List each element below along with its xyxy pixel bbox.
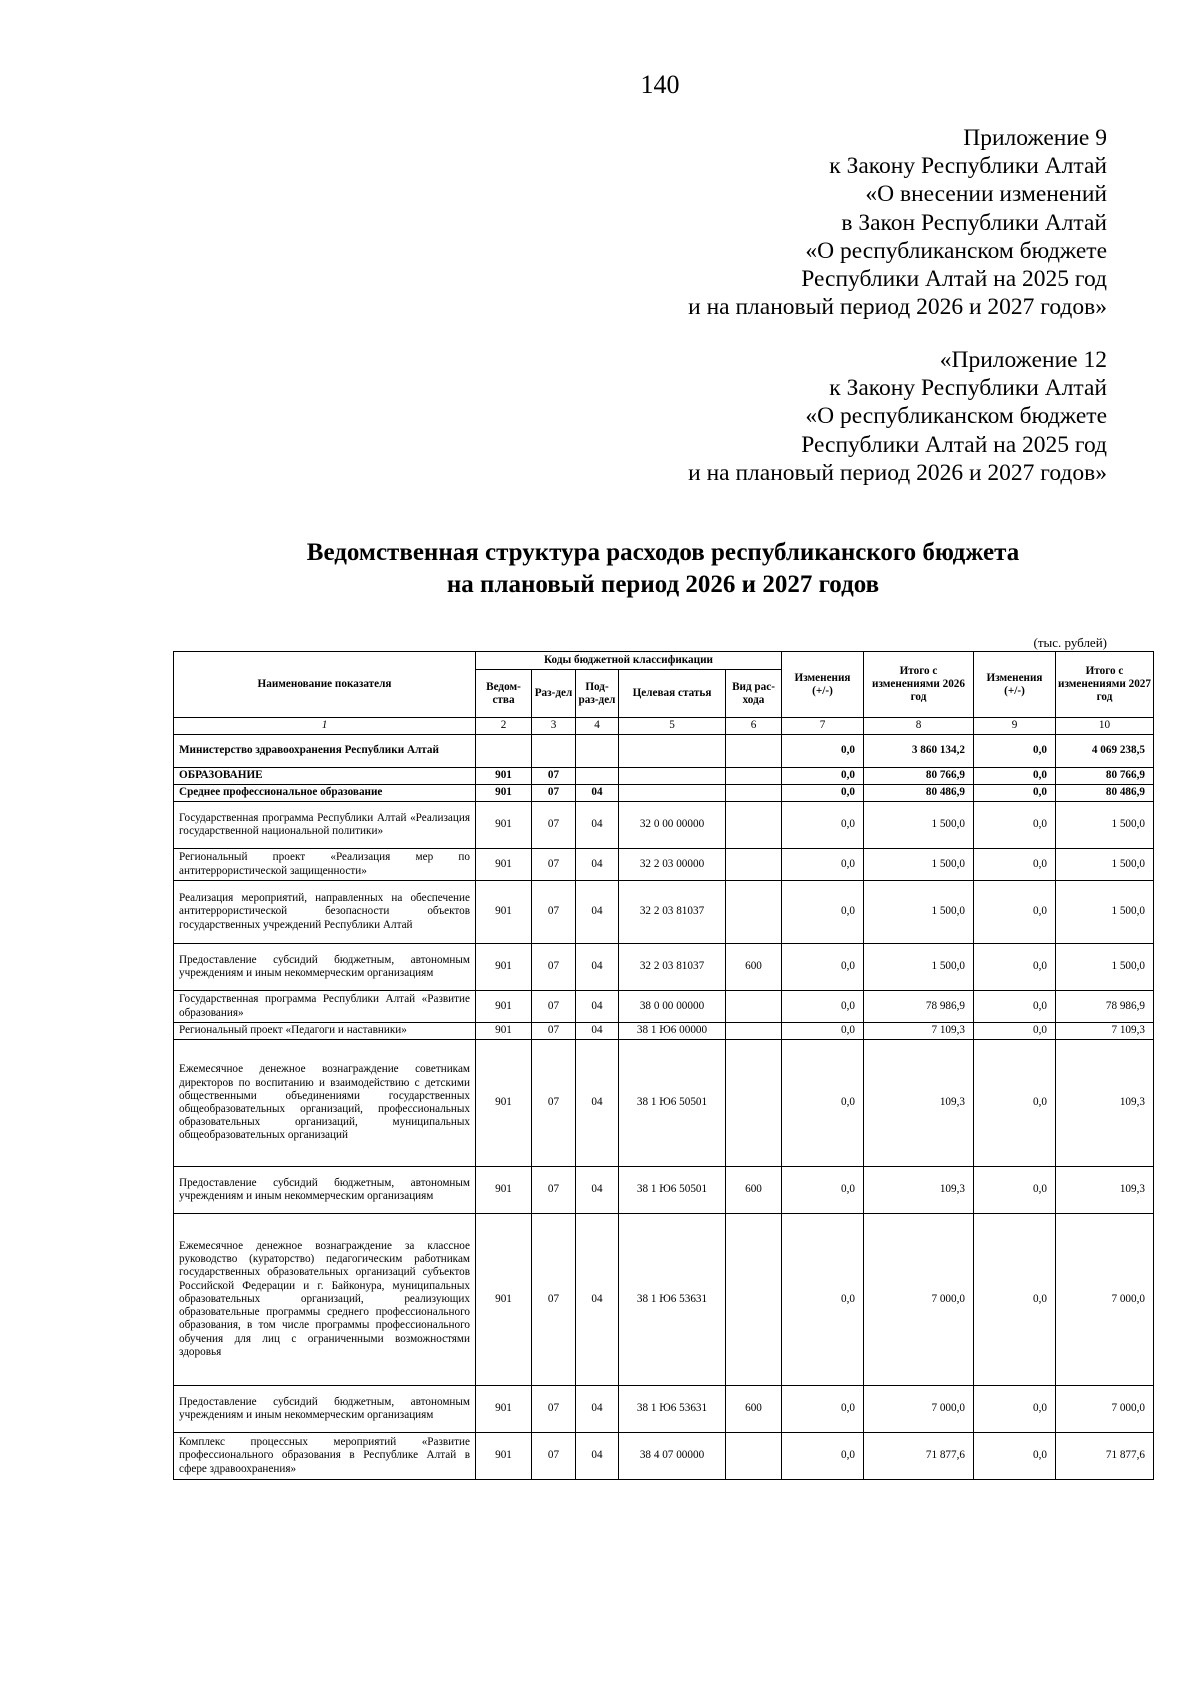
row-target-item: 32 2 03 81037: [619, 944, 726, 991]
row-name: Предоставление субсидий бюджетным, автономным учреждениям и иным некоммерческим организациям: [174, 1386, 476, 1433]
row-subsection: 04: [576, 881, 619, 944]
appendix-line: «О республиканском бюджете: [805, 237, 1107, 264]
row-section: 07: [532, 944, 576, 991]
row-section: 07: [532, 1433, 576, 1480]
row-department: 901: [476, 768, 532, 785]
row-total-2026: 109,3: [864, 1167, 974, 1214]
header-department: Ведом-ства: [476, 670, 532, 718]
row-total-2026: 7 000,0: [864, 1214, 974, 1386]
row-total-2027: 7 109,3: [1056, 1023, 1154, 1040]
row-name: Среднее профессиональное образование: [174, 785, 476, 802]
row-subsection: 04: [576, 1386, 619, 1433]
row-total-2026: 1 500,0: [864, 849, 974, 881]
header-subsection: Под-раз-дел: [576, 670, 619, 718]
row-subsection: 04: [576, 1433, 619, 1480]
row-department: 901: [476, 785, 532, 802]
column-number: 1: [174, 718, 476, 735]
row-subsection: [576, 768, 619, 785]
title-line-2: на плановый период 2026 и 2027 годов: [446, 571, 880, 598]
row-changes-2027: 0,0: [974, 849, 1056, 881]
row-changes-2027: 0,0: [974, 802, 1056, 849]
row-name: ОБРАЗОВАНИЕ: [174, 768, 476, 785]
column-number: 9: [974, 718, 1056, 735]
appendix-line: «О внесении изменений: [865, 181, 1107, 208]
row-target-item: 32 2 03 00000: [619, 849, 726, 881]
table-row: [174, 1386, 1154, 1433]
appendix-header: [688, 124, 1107, 321]
header-changes-2026: Изменения (+/-): [782, 652, 864, 718]
table-row: [174, 944, 1154, 991]
row-total-2026: 71 877,6: [864, 1433, 974, 1480]
row-section: 07: [532, 1386, 576, 1433]
row-department: 901: [476, 849, 532, 881]
table-row: [174, 802, 1154, 849]
row-expense-type: [726, 881, 782, 944]
row-total-2027: 1 500,0: [1056, 849, 1154, 881]
row-changes-2026: 0,0: [782, 849, 864, 881]
row-target-item: [619, 768, 726, 785]
row-expense-type: [726, 802, 782, 849]
row-expense-type: [726, 1023, 782, 1040]
row-changes-2027: 0,0: [974, 768, 1056, 785]
column-number: 2: [476, 718, 532, 735]
page-number: 140: [640, 70, 680, 99]
row-subsection: 04: [576, 1040, 619, 1167]
row-department: 901: [476, 1433, 532, 1480]
row-name: Реализация мероприятий, направленных на обеспечение антитеррористической безопасности объектов государственных учреждений Республики Алтай: [174, 881, 476, 944]
column-number: 10: [1056, 718, 1154, 735]
row-section: 07: [532, 1040, 576, 1167]
row-total-2026: 78 986,9: [864, 991, 974, 1023]
row-changes-2026: 0,0: [782, 1433, 864, 1480]
row-department: 901: [476, 1040, 532, 1167]
row-department: 901: [476, 944, 532, 991]
row-section: 07: [532, 802, 576, 849]
row-changes-2027: 0,0: [974, 1040, 1056, 1167]
table-row: [174, 785, 1154, 802]
row-changes-2026: 0,0: [782, 1040, 864, 1167]
row-expense-type: [726, 991, 782, 1023]
table-row: [174, 1040, 1154, 1167]
table-row: [174, 735, 1154, 768]
header-changes-2027: Изменения (+/-): [974, 652, 1056, 718]
row-target-item: 38 1 Ю6 00000: [619, 1023, 726, 1040]
row-department: 901: [476, 881, 532, 944]
row-changes-2026: 0,0: [782, 785, 864, 802]
row-total-2026: 1 500,0: [864, 944, 974, 991]
appendix-line: Республики Алтай на 2025 год: [801, 431, 1107, 458]
row-name: Региональный проект «Педагоги и наставники»: [174, 1023, 476, 1040]
row-section: 07: [532, 785, 576, 802]
appendix-line: Республики Алтай на 2025 год: [801, 266, 1107, 293]
row-expense-type: [726, 1433, 782, 1480]
row-department: 901: [476, 991, 532, 1023]
row-target-item: [619, 735, 726, 768]
row-name: Ежемесячное денежное вознаграждение за классное руководство (кураторство) педагогическим работникам государственных образовательных организаций субъектов Российской Федерации и г. Байконура, муниципальных образовательных организаций, реализующих образовательные программы среднего профессионального образования, в том числе программы профессионального обучения для лиц с ограниченными возможностями здоровья: [174, 1214, 476, 1386]
row-target-item: 38 1 Ю6 53631: [619, 1214, 726, 1386]
appendix-line: и на плановый период 2026 и 2027 годов»: [688, 459, 1107, 486]
row-total-2027: 1 500,0: [1056, 881, 1154, 944]
row-section: 07: [532, 991, 576, 1023]
header-expense-type: Вид рас-хода: [726, 670, 782, 718]
row-total-2027: 80 766,9: [1056, 768, 1154, 785]
appendix-line: к Закону Республики Алтай: [829, 153, 1107, 180]
row-total-2027: 109,3: [1056, 1040, 1154, 1167]
row-changes-2026: 0,0: [782, 735, 864, 768]
row-changes-2027: 0,0: [974, 785, 1056, 802]
row-expense-type: [726, 768, 782, 785]
row-section: 07: [532, 1023, 576, 1040]
row-target-item: 38 4 07 00000: [619, 1433, 726, 1480]
row-expense-type: [726, 785, 782, 802]
row-section: [532, 735, 576, 768]
row-total-2027: 7 000,0: [1056, 1386, 1154, 1433]
row-subsection: 04: [576, 849, 619, 881]
column-number: 7: [782, 718, 864, 735]
appendix-line: «Приложение 12: [939, 347, 1107, 373]
row-expense-type: [726, 1040, 782, 1167]
row-expense-type: 600: [726, 1386, 782, 1433]
row-subsection: 04: [576, 1167, 619, 1214]
row-changes-2026: 0,0: [782, 1023, 864, 1040]
table-row: [174, 768, 1154, 785]
header-section: Раз-дел: [532, 670, 576, 718]
row-total-2027: 71 877,6: [1056, 1433, 1154, 1480]
column-number: 3: [532, 718, 576, 735]
row-section: 07: [532, 1167, 576, 1214]
row-changes-2026: 0,0: [782, 1167, 864, 1214]
table-row: [174, 991, 1154, 1023]
budget-table: [173, 651, 1154, 1480]
row-total-2027: 1 500,0: [1056, 802, 1154, 849]
row-section: 07: [532, 849, 576, 881]
row-subsection: [576, 735, 619, 768]
row-total-2026: 7 000,0: [864, 1386, 974, 1433]
units-label: (тыс. рублей): [1033, 635, 1107, 650]
table-row: [174, 849, 1154, 881]
row-name: Предоставление субсидий бюджетным, автономным учреждениям и иным некоммерческим организациям: [174, 944, 476, 991]
row-changes-2027: 0,0: [974, 1433, 1056, 1480]
appendix-line: и на плановый период 2026 и 2027 годов»: [688, 294, 1107, 321]
row-changes-2027: 0,0: [974, 881, 1056, 944]
row-changes-2027: 0,0: [974, 1167, 1056, 1214]
appendix-line: в Закон Республики Алтай: [841, 209, 1107, 236]
row-expense-type: 600: [726, 1167, 782, 1214]
row-total-2027: 7 000,0: [1056, 1214, 1154, 1386]
row-changes-2026: 0,0: [782, 991, 864, 1023]
column-numbers-row: [174, 718, 1154, 735]
row-changes-2026: 0,0: [782, 944, 864, 991]
row-total-2027: 78 986,9: [1056, 991, 1154, 1023]
row-subsection: 04: [576, 1214, 619, 1386]
row-target-item: 32 0 00 00000: [619, 802, 726, 849]
header-total-2026: Итого с изменениями 2026 год: [864, 652, 974, 718]
row-name: Государственная программа Республики Алтай «Развитие образования»: [174, 991, 476, 1023]
row-changes-2027: 0,0: [974, 1214, 1056, 1386]
appendix-header-2: [688, 346, 1107, 487]
row-total-2026: 109,3: [864, 1040, 974, 1167]
header-name: Наименование показателя: [174, 652, 476, 718]
row-section: 07: [532, 881, 576, 944]
appendix-line: Приложение 9: [963, 125, 1107, 151]
row-expense-type: [726, 1214, 782, 1386]
column-number: 5: [619, 718, 726, 735]
row-department: [476, 735, 532, 768]
column-number: 6: [726, 718, 782, 735]
row-changes-2027: 0,0: [974, 991, 1056, 1023]
row-department: 901: [476, 1386, 532, 1433]
row-target-item: [619, 785, 726, 802]
row-target-item: 32 2 03 81037: [619, 881, 726, 944]
row-section: 07: [532, 768, 576, 785]
row-subsection: 04: [576, 944, 619, 991]
column-number: 4: [576, 718, 619, 735]
row-total-2026: 3 860 134,2: [864, 735, 974, 768]
row-changes-2026: 0,0: [782, 768, 864, 785]
row-target-item: 38 1 Ю6 50501: [619, 1040, 726, 1167]
row-target-item: 38 1 Ю6 53631: [619, 1386, 726, 1433]
row-changes-2027: 0,0: [974, 1023, 1056, 1040]
row-department: 901: [476, 1023, 532, 1040]
row-total-2026: 1 500,0: [864, 881, 974, 944]
row-changes-2027: 0,0: [974, 1386, 1056, 1433]
row-changes-2026: 0,0: [782, 1386, 864, 1433]
row-changes-2026: 0,0: [782, 881, 864, 944]
row-department: 901: [476, 1214, 532, 1386]
row-subsection: 04: [576, 802, 619, 849]
row-total-2027: 109,3: [1056, 1167, 1154, 1214]
header-total-2027: Итого с изменениями 2027 год: [1056, 652, 1154, 718]
title-line-1: Ведомственная структура расходов республиканского бюджета: [306, 539, 1020, 566]
row-changes-2027: 0,0: [974, 944, 1056, 991]
row-expense-type: 600: [726, 944, 782, 991]
row-name: Министерство здравоохранения Республики Алтай: [174, 735, 476, 768]
table-row: [174, 1023, 1154, 1040]
row-name: Комплекс процессных мероприятий «Развитие профессионального образования в Республике Алтай в сфере здравоохранения»: [174, 1433, 476, 1480]
row-total-2026: 1 500,0: [864, 802, 974, 849]
appendix-line: к Закону Республики Алтай: [829, 375, 1107, 402]
header-codes-group: Коды бюджетной классификации: [476, 652, 782, 670]
row-changes-2026: 0,0: [782, 1214, 864, 1386]
row-name: Предоставление субсидий бюджетным, автономным учреждениям и иным некоммерческим организациям: [174, 1167, 476, 1214]
row-total-2026: 7 109,3: [864, 1023, 974, 1040]
row-total-2027: 80 486,9: [1056, 785, 1154, 802]
row-subsection: 04: [576, 785, 619, 802]
appendix-line: «О республиканском бюджете: [805, 403, 1107, 430]
table-row: [174, 1433, 1154, 1480]
row-name: Ежемесячное денежное вознаграждение советникам директоров по воспитанию и взаимодействию с детскими общественными объединениями государственных общеобразовательных организаций, профессиональных образовательных организаций, муниципальных общеобразовательных организаций: [174, 1040, 476, 1167]
row-total-2027: 4 069 238,5: [1056, 735, 1154, 768]
row-target-item: 38 0 00 00000: [619, 991, 726, 1023]
table-row: [174, 881, 1154, 944]
row-total-2026: 80 766,9: [864, 768, 974, 785]
table-row: [174, 1167, 1154, 1214]
row-subsection: 04: [576, 1023, 619, 1040]
row-expense-type: [726, 849, 782, 881]
row-total-2027: 1 500,0: [1056, 944, 1154, 991]
row-section: 07: [532, 1214, 576, 1386]
row-department: 901: [476, 1167, 532, 1214]
document-title: [173, 537, 1153, 601]
table-row: [174, 1214, 1154, 1386]
row-expense-type: [726, 735, 782, 768]
row-subsection: 04: [576, 991, 619, 1023]
row-total-2026: 80 486,9: [864, 785, 974, 802]
row-name: Государственная программа Республики Алтай «Реализация государственной национальной политики»: [174, 802, 476, 849]
header-target-item: Целевая статья: [619, 670, 726, 718]
row-name: Региональный проект «Реализация мер по антитеррористической защищенности»: [174, 849, 476, 881]
row-changes-2027: 0,0: [974, 735, 1056, 768]
column-number: 8: [864, 718, 974, 735]
row-department: 901: [476, 802, 532, 849]
row-target-item: 38 1 Ю6 50501: [619, 1167, 726, 1214]
row-changes-2026: 0,0: [782, 802, 864, 849]
